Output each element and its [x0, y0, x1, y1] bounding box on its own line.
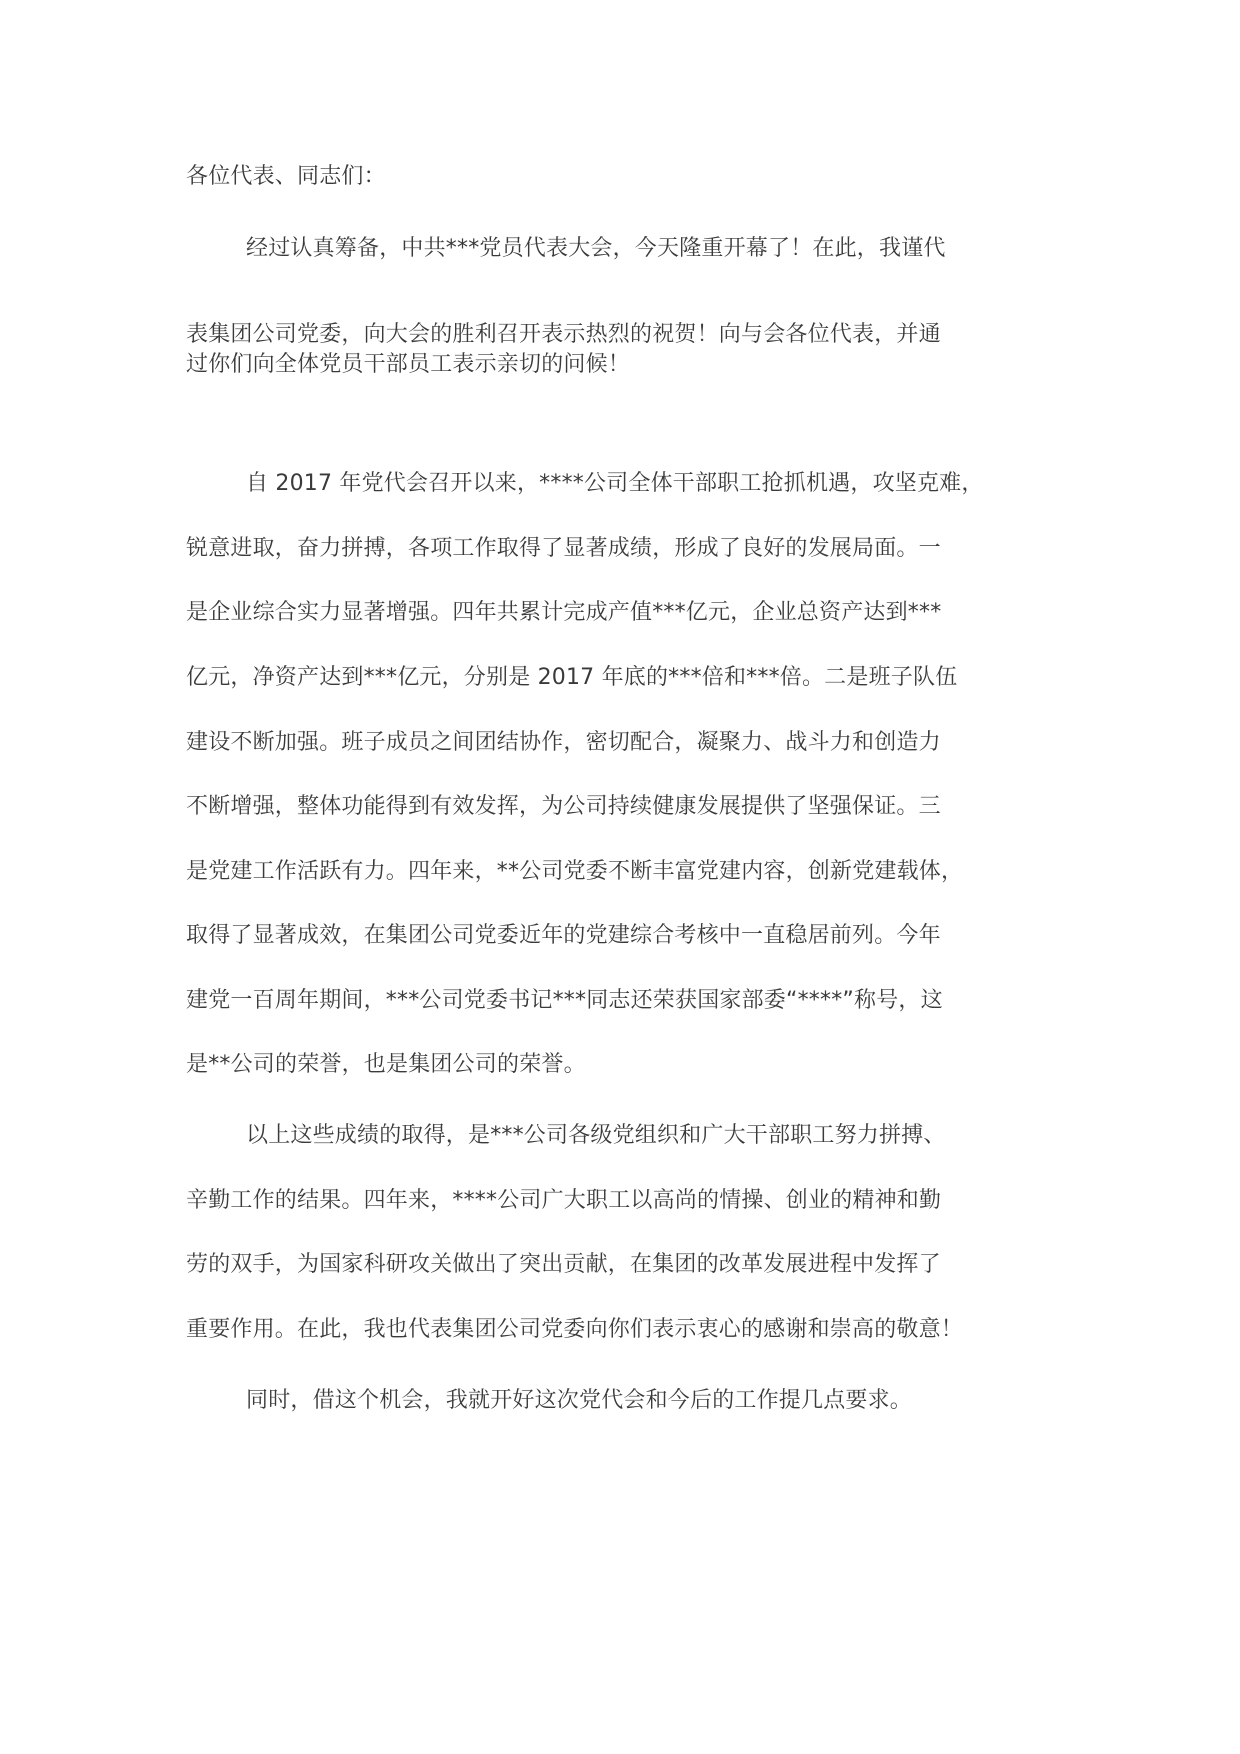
paragraph-line: 劳的双手，为国家科研攻关做出了突出贡献，在集团的改革发展进程中发挥了 [186, 1252, 941, 1277]
paragraph-line: 亿元，净资产达到***亿元，分别是 2017 年底的***倍和***倍。二是班子队伍 [186, 665, 958, 690]
paragraph-line: 建设不断加强。班子成员之间团结协作，密切配合，凝聚力、战斗力和创造力 [186, 730, 941, 755]
paragraph-line: 是党建工作活跃有力。四年来，**公司党委不断丰富党建内容，创新党建载体， [186, 859, 964, 884]
paragraph-line: 自 2017 年党代会召开以来，****公司全体干部职工抢抓机遇，攻坚克难， [246, 471, 984, 496]
paragraph-line: 辛勤工作的结果。四年来，****公司广大职工以高尚的情操、创业的精神和勤 [186, 1188, 942, 1213]
paragraph-line: 过你们向全体党员干部员工表示亲切的问候！ [186, 352, 631, 377]
paragraph-line: 表集团公司党委，向大会的胜利召开表示热烈的祝贺！向与会各位代表，并通 [186, 322, 941, 347]
paragraph-line: 不断增强，整体功能得到有效发挥，为公司持续健康发展提供了坚强保证。三 [186, 794, 941, 819]
paragraph-line: 是企业综合实力显著增强。四年共累计完成产值***亿元，企业总资产达到*** [186, 600, 942, 625]
paragraph-line: 建党一百周年期间，***公司党委书记***同志还荣获国家部委“****”称号，这 [186, 988, 943, 1013]
paragraph-line: 同时，借这个机会，我就开好这次党代会和今后的工作提几点要求。 [246, 1388, 913, 1413]
paragraph-line: 经过认真筹备，中共***党员代表大会，今天隆重开幕了！在此，我谨代 [246, 236, 946, 261]
paragraph-line: 是**公司的荣誉，也是集团公司的荣誉。 [186, 1052, 586, 1077]
paragraph-line: 锐意进取，奋力拼搏，各项工作取得了显著成绩，形成了良好的发展局面。一 [186, 536, 941, 561]
paragraph-line: 取得了显著成效，在集团公司党委近年的党建综合考核中一直稳居前列。今年 [186, 923, 941, 948]
paragraph-line: 重要作用。在此，我也代表集团公司党委向你们表示衷心的感谢和崇高的敬意！ [186, 1317, 964, 1342]
paragraph-line: 以上这些成绩的取得，是***公司各级党组织和广大干部职工努力拼搏、 [246, 1123, 946, 1148]
salutation: 各位代表、同志们： [186, 164, 386, 189]
